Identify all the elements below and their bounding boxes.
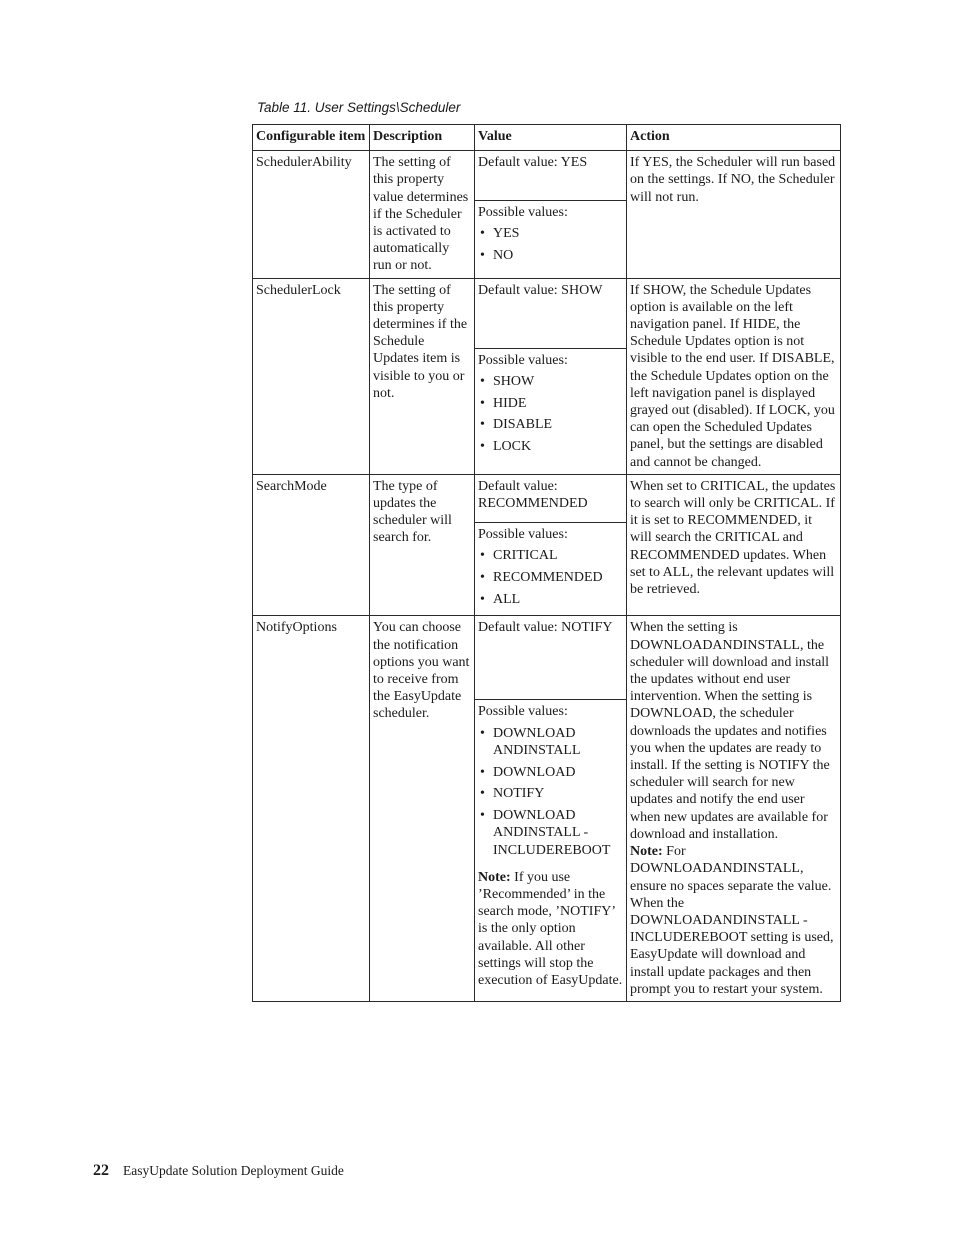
table-row (253, 278, 841, 474)
value-cell (475, 151, 627, 278)
page-number: 22 (93, 1162, 109, 1179)
list-item: • SHOW (478, 373, 623, 390)
action-cell: If YES, the Scheduler will run based on the settings. If NO, the Scheduler will not run. (627, 151, 841, 278)
value-cell (475, 616, 627, 1001)
possible-values (475, 523, 626, 616)
list-item: • DOWNLOAD (478, 764, 623, 781)
table-row (253, 474, 841, 616)
list-item: • DISABLE (478, 416, 623, 433)
options-list (478, 225, 623, 264)
item-cell: SearchMode (253, 474, 370, 616)
default-value: Default value: NOTIFY (475, 616, 626, 700)
item-cell: SchedulerLock (253, 278, 370, 474)
action-cell: If SHOW, the Schedule Updates option is available on the left navigation panel. If HIDE, the Schedule Updates option is not visible to the end user. If DISABLE, the Schedule Updates option on the left navigation panel is displayed grayed out (disabled). If LOCK, you can open the Scheduled Updates panel, but the settings are disabled and cannot be changed. (627, 278, 841, 474)
possible-values (475, 349, 626, 463)
list-item: • RECOMMENDED (478, 569, 623, 586)
table-row (253, 151, 841, 278)
list-item: • CRITICAL (478, 547, 623, 564)
action-cell (627, 616, 841, 1001)
default-value: Default value: YES (475, 151, 626, 201)
description-cell: The type of updates the scheduler will search for. (370, 474, 475, 616)
possible-values (475, 201, 626, 272)
document-title: EasyUpdate Solution Deployment Guide (123, 1163, 344, 1178)
possible-values-label: Possible values: (478, 205, 568, 221)
list-item: • HIDE (478, 395, 623, 412)
default-value: Default value: SHOW (475, 279, 626, 349)
default-value: Default value: RECOMMENDED (475, 475, 626, 523)
options-list (478, 373, 623, 456)
table-header-row (253, 125, 841, 151)
list-item: • LOCK (478, 438, 623, 455)
value-note (478, 869, 623, 989)
item-cell: SchedulerAbility (253, 151, 370, 278)
action-paragraph: When the setting is DOWNLOADANDINSTALL, the scheduler will download and install the updates without end user intervention. When the setting is DOWNLOAD, the scheduler downloads the updates and notifies you when the updates are ready to install. If the setting is NOTIFY the scheduler will search for new updates and notify the end user when new updates are available for download and installation. (630, 620, 830, 842)
description-cell: The setting of this property determines if the Schedule Updates item is visible to you or not. (370, 278, 475, 474)
possible-values-label: Possible values: (478, 704, 568, 720)
description-cell: You can choose the notification options you want to receive from the EasyUpdate scheduler. (370, 616, 475, 1001)
options-list (478, 725, 623, 859)
list-item: • YES (478, 225, 623, 242)
possible-values-label: Possible values: (478, 352, 568, 368)
possible-values-label: Possible values: (478, 526, 568, 542)
value-cell (475, 474, 627, 616)
action-paragraph: When the DOWNLOADANDINSTALL -INCLUDEREBOOT setting is used, EasyUpdate will download and install update packages and then prompt you to restart your system. (630, 895, 834, 997)
table-caption: Table 11. User Settings\Scheduler (257, 100, 461, 115)
page-footer (93, 1162, 344, 1180)
header-action: Action (627, 125, 841, 151)
header-description: Description (370, 125, 475, 151)
table-row (253, 616, 841, 1001)
note-text: For DOWNLOADANDINSTALL, ensure no spaces separate the value. (630, 844, 832, 894)
header-configurable-item: Configurable item (253, 125, 370, 151)
note-label: Note: (630, 844, 663, 860)
item-cell: NotifyOptions (253, 616, 370, 1001)
value-cell (475, 278, 627, 474)
action-cell: When set to CRITICAL, the updates to search will only be CRITICAL. If it is set to RECOMMENDED, it will search the CRITICAL and RECOMMENDED updates. When set to ALL, the relevant updates will be retrieved. (627, 474, 841, 616)
possible-values (475, 700, 626, 992)
list-item: • ALL (478, 591, 623, 608)
list-item: • DOWNLOAD ANDINSTALL (478, 725, 623, 759)
list-item: • DOWNLOAD ANDINSTALL -INCLUDEREBOOT (478, 807, 623, 859)
description-cell: The setting of this property value determines if the Scheduler is activated to automatically run or not. (370, 151, 475, 278)
action-note (630, 843, 837, 895)
header-value: Value (475, 125, 627, 151)
list-item: • NOTIFY (478, 785, 623, 802)
note-label: Note: (478, 869, 511, 885)
user-settings-scheduler-table (252, 124, 841, 1002)
list-item: • NO (478, 247, 623, 264)
options-list (478, 547, 623, 608)
note-text: If you use ’Recommended’ in the search mode, ’NOTIFY’ is the only option available. All other settings will stop the execution of EasyUpdate. (478, 869, 623, 989)
